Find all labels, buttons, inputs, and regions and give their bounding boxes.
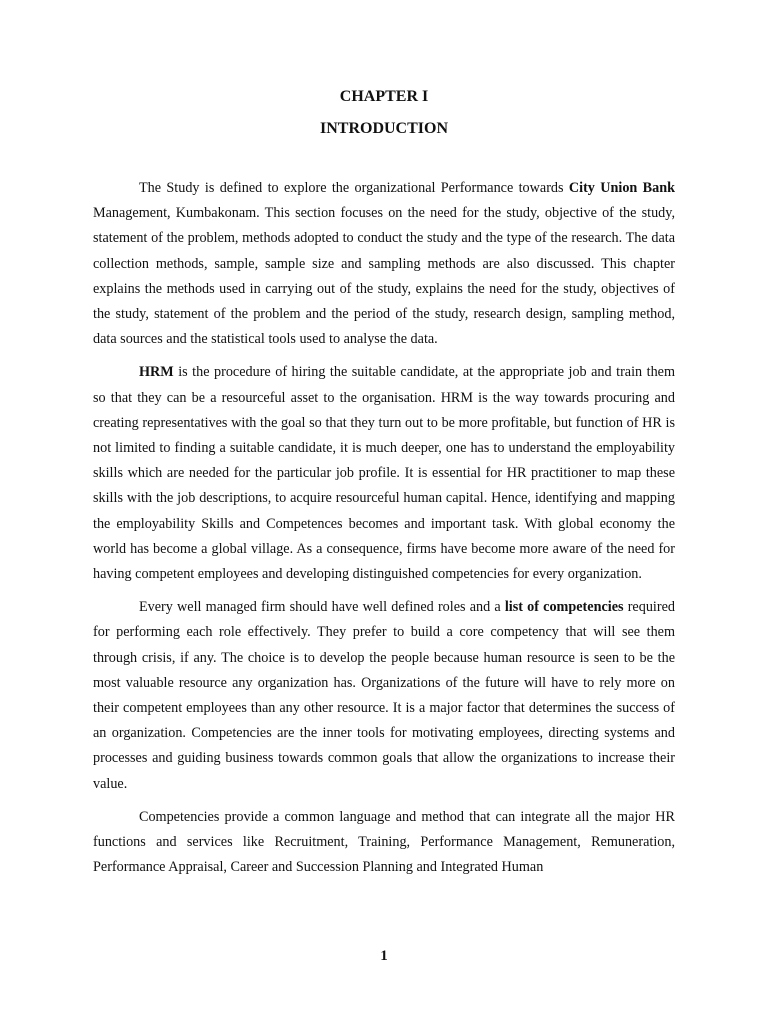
chapter-title: INTRODUCTION	[319, 120, 448, 137]
paragraph-text: Competencies provide a common language and method that can integrate all the major HR functions and services like Recruitment, Training, Performance Management, Remuneration, Performance Appraisal, Career and Succession Planning and Integrated Human	[93, 808, 675, 876]
bold-term-list-of-competencies: list of competencies	[504, 599, 624, 616]
paragraph-text: The Study is defined to explore the organizational Performance towards	[139, 180, 569, 196]
paragraph-text: required for performing each role effectively. They prefer to build a core competency that will see them through crisis, if any. The choice is to develop the people because human resource is seen to be the most valuable resource any organization has. Organizations of the future will have to rely more on their competent employees than any other resource. It is a major factor that determines the success of an organization. Competencies are the inner tools for motivating employees, directing systems and processes and guiding business towards common goals that allow the organizations to increase their value.	[93, 599, 675, 792]
paragraph-study-definition	[93, 176, 675, 352]
body-text	[93, 176, 675, 888]
paragraph-text: Management, Kumbakonam. This section focuses on the need for the study, objective of the study, statement of the problem, methods adopted to conduct the study and the type of the research. The data collection methods, sample, sample size and sampling methods are also discussed. This chapter explains the methods used in carrying out of the study, explains the need for the study, objectives of the study, statement of the problem and the period of the study, research design, sampling method, data sources and the statistical tools used to analyse the data.	[93, 205, 675, 348]
paragraph-hrm	[93, 360, 675, 587]
chapter-number: CHAPTER I	[339, 88, 429, 105]
paragraph-competencies-list	[93, 595, 675, 797]
page-number: 1	[380, 948, 388, 964]
paragraph-text: Every well managed firm should have well defined roles and a	[139, 599, 505, 616]
bold-term-city-union-bank: City Union Bank	[568, 180, 675, 196]
paragraph-common-language	[93, 805, 675, 881]
paragraph-text: is the procedure of hiring the suitable candidate, at the appropriate job and train them so that they can be a resourceful asset to the organisation. HRM is the way towards procuring and creating representatives with the goal so that they turn out to be more profitable, but function of HR is not limited to finding a suitable candidate, it is much deeper, one has to understand the employability skills which are needed for the particular job profile. It is essential for HR practitioner to map these skills with the job descriptions, to acquire resourceful human capital. Hence, identifying and mapping the employability Skills and Competences becomes and important task. With global economy the world has become a global village. As a consequence, firms have become more aware of the need for having competent employees and developing distinguished competencies for every organization.	[93, 364, 675, 583]
bold-term-hrm: HRM	[139, 364, 174, 381]
